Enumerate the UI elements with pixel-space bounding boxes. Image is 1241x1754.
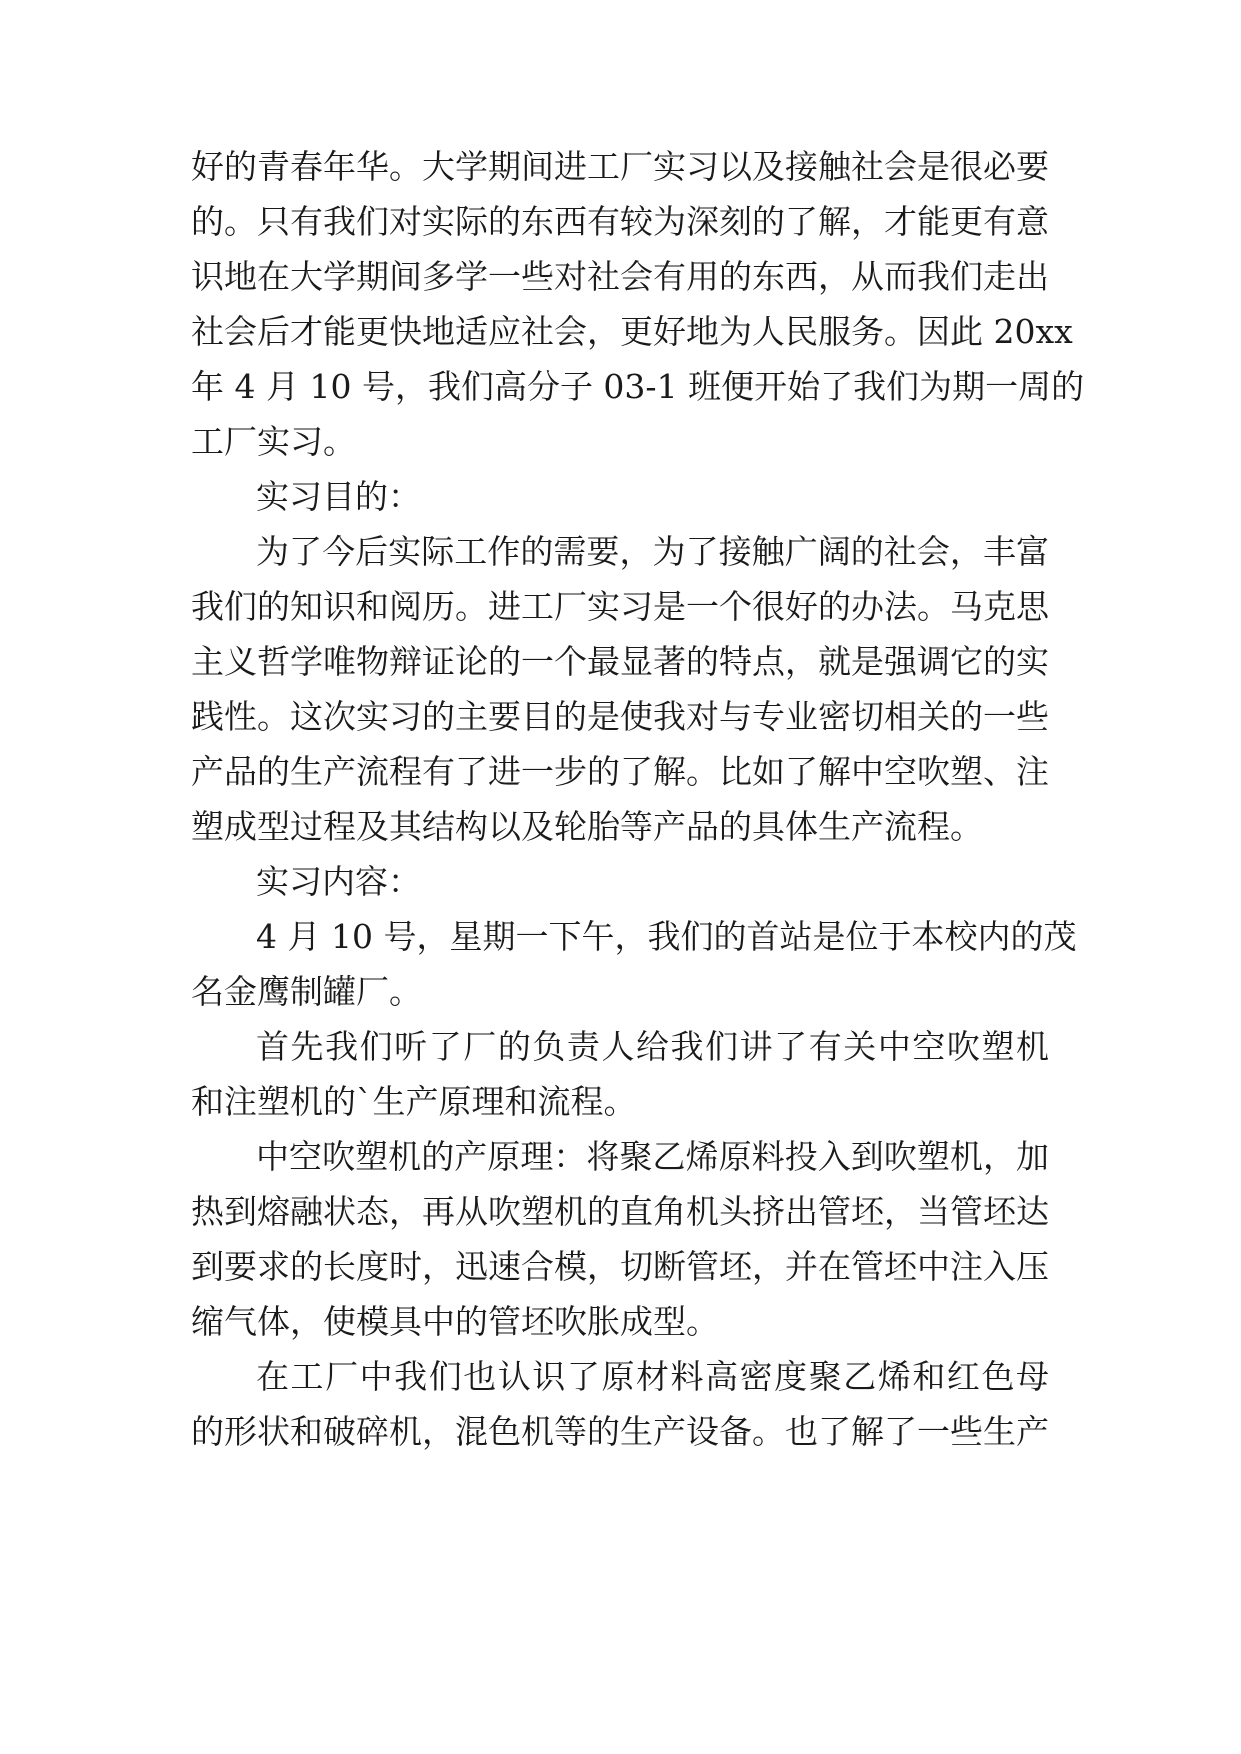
text-line	[0, 1072, 1241, 1132]
text-line	[0, 192, 1241, 252]
text-line	[0, 742, 1241, 802]
section-heading-text: 实习目的：	[256, 477, 421, 516]
text-line-content: 缩气体，使模具中的管坯吹胀成型。	[191, 1302, 719, 1341]
text-line	[0, 1402, 1241, 1462]
text-line	[0, 247, 1241, 307]
text-line-content: 产品的生产流程有了进一步的了解。比如了解中空吹塑、注	[191, 752, 1049, 791]
text-line-content: 4 月 10 号，星期一下午，我们的首站是位于本校内的茂	[256, 917, 1077, 956]
text-line-content: 塑成型过程及其结构以及轮胎等产品的具体生产流程。	[191, 807, 983, 846]
text-line	[0, 687, 1241, 747]
section-heading	[0, 852, 1241, 912]
text-line-content: 的形状和破碎机，混色机等的生产设备。也了解了一些生产	[191, 1412, 1049, 1451]
text-line	[0, 1017, 1241, 1077]
text-line	[0, 1292, 1241, 1352]
text-line-content: 践性。这次实习的主要目的是使我对与专业密切相关的一些	[191, 697, 1049, 736]
text-line	[0, 357, 1241, 417]
text-line-content: 工厂实习。	[191, 422, 356, 461]
text-line-content: 识地在大学期间多学一些对社会有用的东西，从而我们走出	[191, 257, 1049, 296]
text-line	[0, 1347, 1241, 1407]
text-line	[0, 412, 1241, 472]
text-line	[0, 632, 1241, 692]
text-line-content: 社会后才能更快地适应社会，更好地为人民服务。因此 20xx	[191, 312, 1073, 351]
text-line-content: 好的青春年华。大学期间进工厂实习以及接触社会是很必要	[191, 147, 1049, 186]
text-line-content: 主义哲学唯物辩证论的一个最显著的特点，就是强调它的实	[191, 642, 1049, 681]
text-line	[0, 1182, 1241, 1242]
text-line	[0, 522, 1241, 582]
text-line	[0, 577, 1241, 637]
text-line	[0, 137, 1241, 197]
text-line-content: 中空吹塑机的产原理：将聚乙烯原料投入到吹塑机，加	[256, 1137, 1049, 1176]
text-line-content: 年 4 月 10 号，我们高分子 03-1 班便开始了我们为期一周的	[191, 367, 1085, 406]
text-line-content: 热到熔融状态，再从吹塑机的直角机头挤出管坯，当管坯达	[191, 1192, 1049, 1231]
text-line-content: 在工厂中我们也认识了原材料高密度聚乙烯和红色母	[256, 1357, 1049, 1396]
text-line-content: 名金鹰制罐厂。	[191, 972, 422, 1011]
text-line-content: 的。只有我们对实际的东西有较为深刻的了解，才能更有意	[191, 202, 1049, 241]
text-line	[0, 907, 1241, 967]
text-line	[0, 1237, 1241, 1297]
text-line-content: 我们的知识和阅历。进工厂实习是一个很好的办法。马克思	[191, 587, 1049, 626]
text-line-content: 和注塑机的`生产原理和流程。	[191, 1082, 637, 1121]
section-heading-text: 实习内容：	[256, 862, 421, 901]
text-line-content: 到要求的长度时，迅速合模，切断管坯，并在管坯中注入压	[191, 1247, 1049, 1286]
section-heading	[0, 467, 1241, 527]
text-line	[0, 302, 1241, 362]
text-line-content: 为了今后实际工作的需要，为了接触广阔的社会，丰富	[256, 532, 1049, 571]
text-line	[0, 962, 1241, 1022]
text-line-content: 首先我们听了厂的负责人给我们讲了有关中空吹塑机	[256, 1027, 1049, 1066]
text-line	[0, 1127, 1241, 1187]
text-line	[0, 797, 1241, 857]
